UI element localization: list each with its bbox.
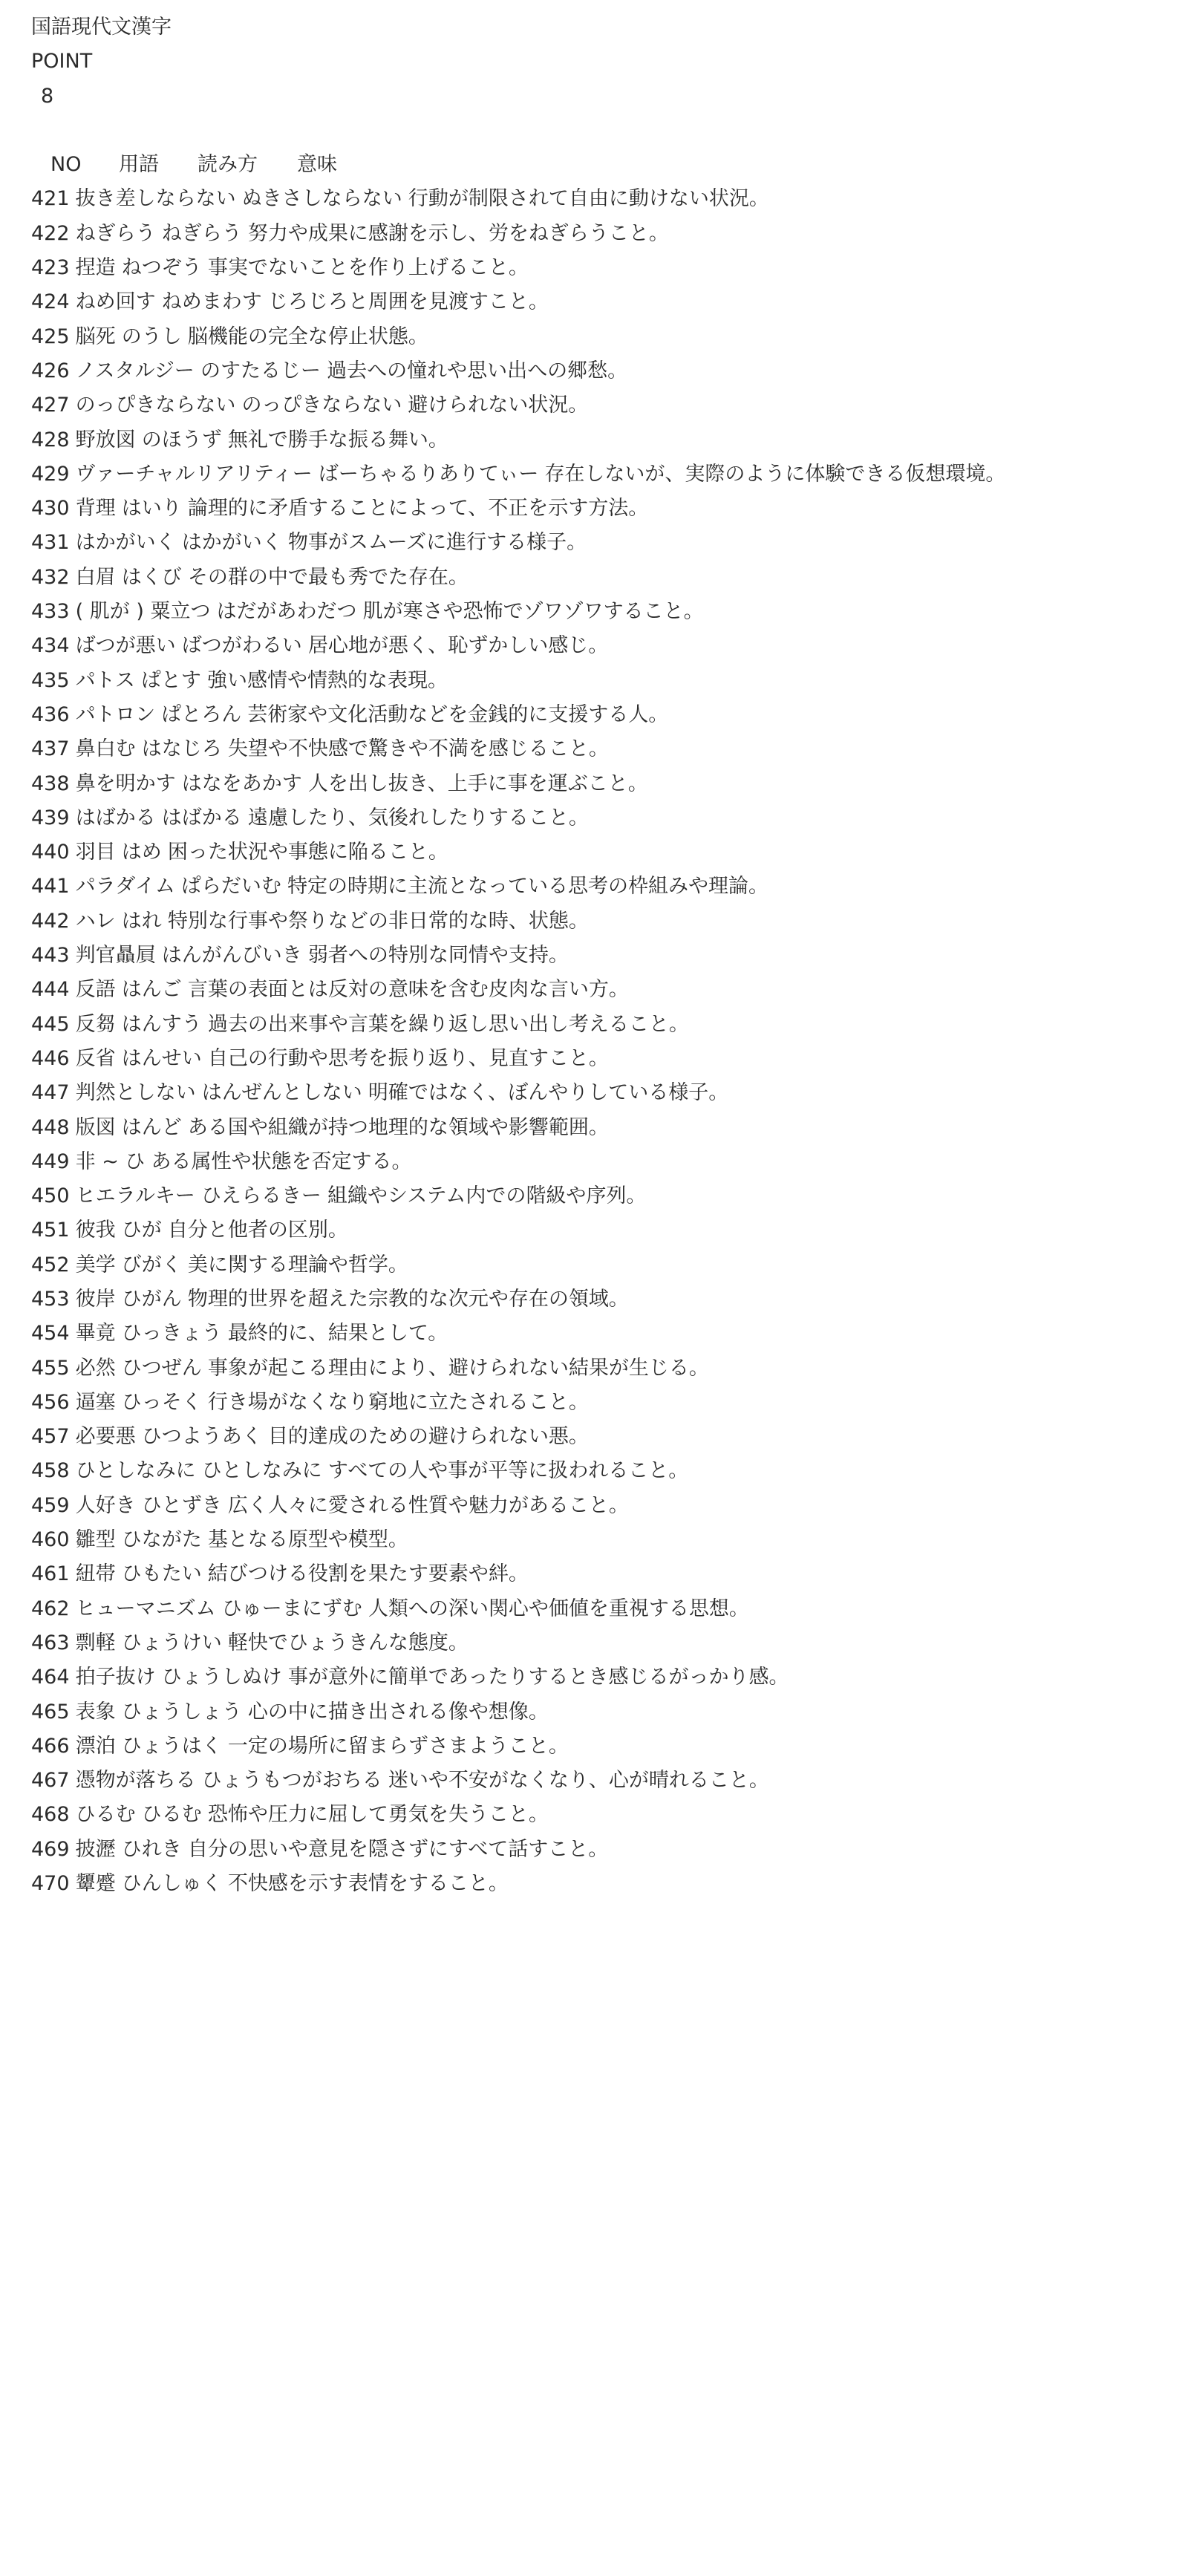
entry-reading: ぱとろん [161, 702, 242, 726]
entry-term: はかがいく [75, 531, 176, 555]
list-item [31, 1042, 1160, 1076]
entry-no: 454 [31, 1322, 70, 1346]
entry-reading: ひつようあく [141, 1425, 262, 1449]
entry-no: 428 [31, 428, 70, 451]
entry-reading: ぬきさしならない [241, 187, 402, 211]
column-header-meaning: 意味 [297, 153, 337, 177]
entry-no: 436 [31, 702, 70, 726]
entry-meaning: 過去への憧れや思い出への郷愁。 [327, 359, 628, 382]
entry-term: 披瀝 [75, 1837, 116, 1861]
entry-term: 雛型 [75, 1528, 116, 1552]
entry-term: ノスタルジー [75, 359, 195, 382]
entry-reading: ぱとす [140, 668, 201, 692]
entry-reading: はかがいく [181, 531, 282, 555]
list-item [31, 492, 1160, 526]
entry-term: ハレ [75, 909, 116, 933]
entry-term: ヴァーチャルリアリティー [75, 462, 313, 486]
entry-no: 422 [31, 221, 70, 245]
entry-term: 背理 [75, 497, 116, 521]
entry-meaning: 論理的に矛盾することによって、不正を示す方法。 [187, 497, 649, 521]
entry-reading: のすたるじー [200, 359, 321, 382]
entry-term: パラダイム [75, 875, 175, 899]
entry-meaning: その群の中で最も秀でた存在。 [187, 565, 469, 589]
entry-no: 421 [31, 187, 70, 211]
entry-meaning: 行動が制限されて自由に動けない状況。 [408, 187, 769, 211]
entry-meaning: 無礼で勝手な振る舞い。 [227, 428, 448, 451]
list-item [31, 1729, 1160, 1764]
entry-no: 452 [31, 1253, 70, 1276]
entry-term: ( 肌が ) 粟立つ [75, 600, 211, 624]
entry-term: ねぎらう [75, 221, 156, 245]
entry-term: 顰蹙 [75, 1872, 116, 1896]
entry-meaning: 自分の思いや意見を隠さずにすべて話すこと。 [187, 1837, 609, 1861]
entry-no: 463 [31, 1631, 70, 1654]
entry-reading: ぱらだいむ [180, 875, 281, 899]
entry-no: 441 [31, 875, 70, 899]
entry-no: 467 [31, 1769, 70, 1793]
entry-reading: はだがあわだつ [216, 600, 357, 624]
entry-reading: ひんしゅく [121, 1872, 222, 1896]
entry-reading: ひょうはく [121, 1734, 222, 1758]
entry-meaning: 基となる原型や模型。 [207, 1528, 408, 1552]
entry-reading: はんぜんとしない [201, 1081, 362, 1105]
entry-no: 450 [31, 1184, 70, 1208]
list-item [31, 1489, 1160, 1523]
entry-term: 紐帯 [75, 1562, 116, 1586]
entry-reading: はめ [121, 841, 162, 864]
entry-no: 432 [31, 565, 70, 589]
list-item [31, 320, 1160, 354]
list-item [31, 251, 1160, 285]
entry-term: 鼻白む [75, 737, 136, 761]
entry-meaning: ある国や組織が持つ地理的な領域や影響範囲。 [187, 1115, 609, 1139]
entry-meaning: 事象が起こる理由により、避けられない結果が生じる。 [207, 1356, 709, 1380]
entry-no: 462 [31, 1597, 70, 1620]
entry-no: 449 [31, 1150, 70, 1173]
entry-reading: のうし [121, 325, 182, 348]
entry-meaning: 居心地が悪く、恥ずかしい感じ。 [307, 634, 609, 658]
entry-no: 443 [31, 944, 70, 968]
document-title: 国語現代文漢字 [31, 16, 172, 39]
list-item [31, 732, 1160, 766]
point-label: POINT [31, 50, 93, 74]
list-item [31, 1626, 1160, 1660]
entry-meaning: 言葉の表面とは反対の意味を含む皮肉な言い方。 [187, 978, 629, 1002]
entry-meaning: 広く人々に愛される性質や魅力があること。 [227, 1493, 629, 1517]
entry-meaning: 物理的世界を超えた宗教的な次元や存在の領域。 [187, 1287, 629, 1311]
list-item [31, 217, 1160, 251]
list-item [31, 285, 1160, 319]
entry-meaning: 過去の出来事や言葉を繰り返し思い出し考えること。 [207, 1012, 689, 1036]
list-item [31, 1833, 1160, 1867]
entry-no: 453 [31, 1287, 70, 1311]
entry-reading: ひとずき [141, 1493, 222, 1517]
list-item [31, 767, 1160, 801]
list-item [31, 1213, 1160, 1248]
entry-reading: はなじろ [141, 737, 222, 761]
entry-no: 427 [31, 394, 70, 417]
entry-meaning: 心の中に描き出される像や想像。 [247, 1700, 549, 1724]
list-item [31, 1523, 1160, 1557]
list-item [31, 1867, 1160, 1901]
entry-reading: はいり [121, 497, 182, 521]
entry-term: 野放図 [75, 428, 136, 451]
list-item [31, 1076, 1160, 1110]
entry-term: ひるむ [75, 1803, 136, 1827]
entry-meaning: 組織やシステム内での階級や序列。 [327, 1184, 647, 1208]
entry-reading: ねめまわす [161, 290, 262, 314]
entry-no: 437 [31, 737, 70, 761]
entry-term: 人好き [75, 1493, 136, 1517]
entry-term: 脳死 [75, 325, 116, 348]
entry-reading: はくび [121, 565, 182, 589]
document-page [31, 10, 1160, 1901]
list-item [31, 973, 1160, 1007]
entry-no: 445 [31, 1012, 70, 1036]
list-item [31, 1111, 1160, 1145]
entry-meaning: 明確ではなく、ぼんやりしている様子。 [368, 1081, 729, 1105]
entry-no: 423 [31, 256, 70, 280]
entry-meaning: 自己の行動や思考を振り返り、見直すこと。 [207, 1046, 609, 1070]
entry-term: 抜き差しならない [75, 187, 236, 211]
entry-term: ヒューマニズム [75, 1597, 216, 1620]
entry-no: 468 [31, 1803, 70, 1827]
entry-no: 461 [31, 1562, 70, 1586]
entry-term: ねめ回す [75, 290, 156, 314]
list-item [31, 1454, 1160, 1488]
list-item [31, 1008, 1160, 1042]
entry-meaning: 美に関する理論や哲学。 [187, 1253, 408, 1276]
entry-meaning: 芸術家や文化活動などを金銭的に支援する人。 [247, 702, 669, 726]
entry-term: 鼻を明かす [75, 772, 176, 795]
entry-term: 反芻 [75, 1012, 116, 1036]
entry-reading: はれ [121, 909, 162, 933]
entry-reading: ひえらるきー [200, 1184, 322, 1208]
entry-meaning: 自分と他者の区別。 [167, 1219, 348, 1242]
entry-meaning: 事実でないことを作り上げること。 [207, 256, 529, 280]
entry-no: 458 [31, 1459, 70, 1483]
entry-term: 彼我 [75, 1219, 116, 1242]
entry-no: 434 [31, 634, 70, 658]
list-item [31, 182, 1160, 216]
entry-no: 469 [31, 1837, 70, 1861]
entry-meaning: すべての人や事が平等に扱われること。 [327, 1459, 689, 1483]
entry-no: 433 [31, 600, 70, 624]
entry-reading: ひれき [121, 1837, 182, 1861]
entry-reading: ひっきょう [121, 1322, 222, 1346]
column-header-reading: 読み方 [198, 153, 258, 177]
list-item [31, 629, 1160, 663]
entry-term: 反語 [75, 978, 116, 1002]
entry-no: 424 [31, 290, 70, 314]
list-item [31, 1317, 1160, 1351]
entry-reading: ひょうしぬけ [161, 1666, 282, 1689]
entry-meaning: ある属性や状態を否定する。 [151, 1150, 412, 1173]
entry-term: 必要悪 [75, 1425, 136, 1449]
entry-reading: ひょうもつがおちる [201, 1769, 382, 1793]
entry-no: 446 [31, 1046, 70, 1070]
list-item [31, 1282, 1160, 1317]
entry-term: 版図 [75, 1115, 116, 1139]
entry-meaning: 人類への深い関心や価値を重視する思想。 [368, 1597, 749, 1620]
entry-term: 反省 [75, 1046, 116, 1070]
entry-reading: ばつがわるい [181, 634, 302, 658]
entry-no: 431 [31, 531, 70, 555]
entry-term: ばつが悪い [75, 634, 176, 658]
entry-no: 466 [31, 1734, 70, 1758]
list-item [31, 526, 1160, 560]
entry-reading: ひつぜん [121, 1356, 202, 1380]
entry-term: 美学 [75, 1253, 116, 1276]
entry-term: 逼塞 [75, 1390, 116, 1414]
list-item [31, 698, 1160, 732]
entry-no: 426 [31, 359, 70, 382]
entry-reading: はなをあかす [181, 772, 302, 795]
entry-term: 白眉 [75, 565, 116, 589]
entry-term: パトロン [75, 702, 156, 726]
entry-no: 460 [31, 1528, 70, 1552]
entry-reading: ひゅーまにずむ [221, 1597, 362, 1620]
entry-no: 459 [31, 1493, 70, 1517]
list-item [31, 835, 1160, 870]
entry-no: 455 [31, 1356, 70, 1380]
list-item [31, 1592, 1160, 1626]
entry-meaning: 弱者への特別な同情や支持。 [307, 944, 569, 968]
list-item [31, 595, 1160, 629]
entry-no: 440 [31, 841, 70, 864]
entry-term: 判官贔屓 [75, 944, 156, 968]
list-item [31, 561, 1160, 595]
entry-reading: はんど [121, 1115, 182, 1139]
entry-meaning: 目的達成のための避けられない悪。 [267, 1425, 589, 1449]
entry-meaning: 脳機能の完全な停止状態。 [187, 325, 428, 348]
entry-term: 剽軽 [75, 1631, 116, 1654]
entry-meaning: 努力や成果に感謝を示し、労をねぎらうこと。 [247, 221, 669, 245]
list-item [31, 1179, 1160, 1213]
entry-no: 425 [31, 325, 70, 348]
entry-meaning: 失望や不快感で驚きや不満を感じること。 [227, 737, 609, 761]
entry-no: 456 [31, 1390, 70, 1414]
entry-no: 464 [31, 1666, 70, 1689]
entry-reading: ひょうしょう [121, 1700, 242, 1724]
entry-meaning: 行き場がなくなり窮地に立たされること。 [207, 1390, 589, 1414]
list-item [31, 1145, 1160, 1179]
entry-meaning: 最終的に、結果として。 [227, 1322, 448, 1346]
entry-reading: ねつぞう [121, 256, 202, 280]
entry-reading: びがく [121, 1253, 182, 1276]
entry-reading: ひながた [121, 1528, 202, 1552]
entry-reading: ひるむ [141, 1803, 202, 1827]
list-item [31, 1798, 1160, 1832]
entry-meaning: 存在しないが、実際のように体験できる仮想環境。 [544, 462, 1006, 486]
entry-term: 判然としない [75, 1081, 196, 1105]
entry-reading: ひがん [121, 1287, 182, 1311]
list-item [31, 801, 1160, 835]
entry-no: 439 [31, 806, 70, 829]
list-item [31, 1764, 1160, 1798]
entry-meaning: 困った状況や事態に陥ること。 [167, 841, 448, 864]
entry-reading: ひょうけい [121, 1631, 222, 1654]
entry-no: 429 [31, 462, 70, 486]
entry-meaning: 肌が寒さや恐怖でゾワゾワすること。 [362, 600, 704, 624]
list-item [31, 1695, 1160, 1729]
entry-reading: ひとしなみに [201, 1459, 322, 1483]
list-item [31, 939, 1160, 973]
entry-reading: ばーちゃるりありてぃー [318, 462, 539, 486]
entry-reading: のっぴきならない [241, 394, 402, 417]
list-item [31, 423, 1160, 457]
entry-meaning: 事が意外に簡単であったりするとき感じるがっかり感。 [287, 1666, 789, 1689]
entry-term: はばかる [75, 806, 156, 829]
list-item [31, 870, 1160, 904]
list-item [31, 1386, 1160, 1420]
entry-reading: ひが [121, 1219, 162, 1242]
list-item [31, 457, 1160, 492]
entry-no: 451 [31, 1219, 70, 1242]
entry-term: パトス [75, 668, 135, 692]
entry-meaning: 強い感情や情熱的な表現。 [207, 668, 448, 692]
list-item [31, 1351, 1160, 1386]
list-item [31, 1420, 1160, 1454]
entry-reading: ねぎらう [161, 221, 242, 245]
entry-meaning: 特定の時期に主流となっている思考の枠組みや理論。 [287, 875, 769, 899]
entry-reading: はばかる [161, 806, 242, 829]
list-item [31, 664, 1160, 698]
entry-term: ヒエラルキー [75, 1184, 195, 1208]
entry-no: 430 [31, 497, 70, 521]
entry-meaning: 特別な行事や祭りなどの非日常的な時、状態。 [167, 909, 589, 933]
column-header-no: NO [50, 153, 82, 177]
entry-reading: ひもたい [121, 1562, 202, 1586]
entry-reading: はんご [121, 978, 182, 1002]
entry-term: 畢竟 [75, 1322, 116, 1346]
entry-term: 捏造 [75, 256, 116, 280]
entry-no: 448 [31, 1115, 70, 1139]
entry-meaning: 遠慮したり、気後れしたりすること。 [247, 806, 589, 829]
entry-reading: のほうず [141, 428, 222, 451]
list-item [31, 1557, 1160, 1591]
entry-list [31, 182, 1160, 1901]
entry-term: 非 ~ ひ [75, 1150, 146, 1173]
entry-reading: ひっそく [121, 1390, 202, 1414]
entry-meaning: 恐怖や圧力に屈して勇気を失うこと。 [207, 1803, 549, 1827]
entry-no: 457 [31, 1425, 70, 1449]
entry-term: 憑物が落ちる [75, 1769, 196, 1793]
entry-meaning: 結びつける役割を果たす要素や絆。 [207, 1562, 529, 1586]
point-value: 8 [41, 84, 54, 108]
entry-no: 435 [31, 668, 70, 692]
entry-meaning: 一定の場所に留まらずさまようこと。 [227, 1734, 569, 1758]
list-item [31, 904, 1160, 939]
list-item [31, 1248, 1160, 1282]
entry-no: 465 [31, 1700, 70, 1724]
entry-meaning: 避けられない状況。 [408, 394, 589, 417]
list-item [31, 354, 1160, 388]
column-header-row [31, 148, 1160, 182]
entry-term: 彼岸 [75, 1287, 116, 1311]
entry-meaning: じろじろと周囲を見渡すこと。 [267, 290, 549, 314]
column-header-term: 用語 [119, 153, 159, 177]
entry-term: ひとしなみに [75, 1459, 196, 1483]
entry-reading: はんすう [121, 1012, 202, 1036]
entry-reading: はんがんびいき [161, 944, 302, 968]
list-item [31, 388, 1160, 423]
blank-line [31, 114, 1160, 148]
entry-no: 438 [31, 772, 70, 795]
entry-meaning: 不快感を示す表情をすること。 [227, 1872, 509, 1896]
entry-no: 470 [31, 1872, 70, 1896]
entry-meaning: 迷いや不安がなくなり、心が晴れること。 [388, 1769, 769, 1793]
entry-meaning: 人を出し抜き、上手に事を運ぶこと。 [307, 772, 648, 795]
entry-meaning: 物事がスムーズに進行する様子。 [287, 531, 587, 555]
list-item [31, 1660, 1160, 1695]
entry-term: 表象 [75, 1700, 116, 1724]
entry-term: 必然 [75, 1356, 116, 1380]
entry-no: 444 [31, 978, 70, 1002]
entry-no: 447 [31, 1081, 70, 1105]
entry-term: 羽目 [75, 841, 116, 864]
entry-reading: はんせい [121, 1046, 202, 1070]
entry-meaning: 軽快でひょうきんな態度。 [227, 1631, 469, 1654]
entry-term: 漂泊 [75, 1734, 116, 1758]
entry-term: 拍子抜け [75, 1666, 156, 1689]
entry-no: 442 [31, 909, 70, 933]
entry-term: のっぴきならない [75, 394, 236, 417]
